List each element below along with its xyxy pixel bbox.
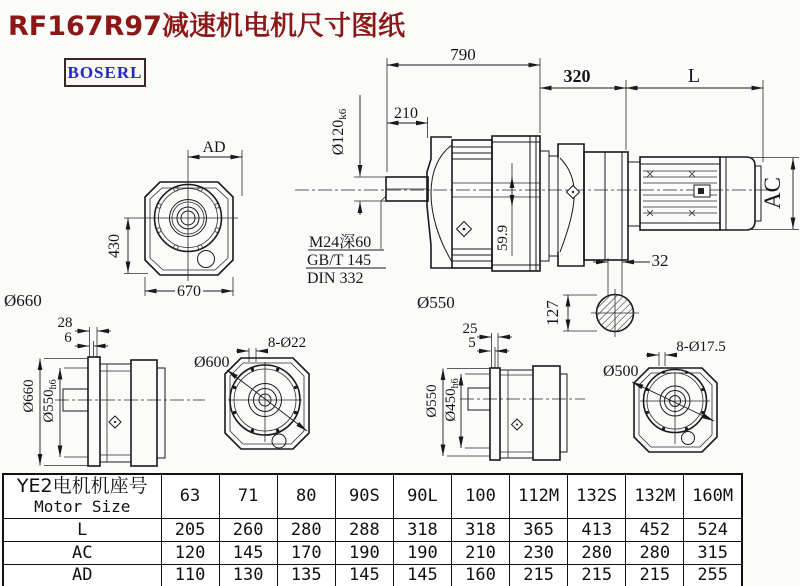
flange-side-view-660 — [21, 315, 205, 466]
dim-holes-22: 8-Ø22 — [267, 335, 307, 351]
label-d550: Ø550 — [417, 293, 455, 312]
drain-plug-icon — [109, 416, 121, 428]
col-header: 160M — [684, 474, 742, 518]
value-cell: 210 — [451, 541, 509, 564]
value-cell: 452 — [626, 518, 684, 541]
value-cell: 190 — [335, 541, 393, 564]
row-label: L — [3, 518, 161, 541]
table-row-L — [3, 518, 742, 541]
drain-plug-icon — [457, 222, 472, 237]
drain-boss — [272, 434, 286, 448]
col-header: 80 — [277, 474, 335, 518]
value-cell: 230 — [510, 541, 568, 564]
table-row-AC — [3, 541, 742, 564]
dim-550h6: Ø550h6 — [41, 379, 59, 423]
shaft-section-view — [543, 251, 669, 337]
dim-320: 320 — [563, 66, 591, 86]
value-cell: 260 — [219, 518, 277, 541]
dim-790: 790 — [450, 45, 476, 64]
col-header: 90L — [393, 474, 451, 518]
value-cell: 365 — [510, 518, 568, 541]
screw-marks — [647, 171, 695, 216]
value-cell: 215 — [510, 564, 568, 586]
dim-670: 670 — [177, 283, 201, 300]
row-label: AC — [3, 541, 161, 564]
motor-size-table — [2, 473, 743, 586]
drain-plug-icon — [567, 186, 580, 199]
value-cell: 288 — [335, 518, 393, 541]
gearmotor-side-view — [295, 45, 799, 312]
note-gbt: GB/T 145 — [307, 252, 372, 269]
value-cell: 130 — [219, 564, 277, 586]
value-cell: 280 — [277, 518, 335, 541]
dim-5: 5 — [468, 335, 476, 351]
dim-450h6: Ø450h6 — [443, 378, 461, 422]
value-cell: 215 — [626, 564, 684, 586]
table-row-AD — [3, 564, 742, 586]
drain-plug-icon — [512, 419, 523, 430]
value-cell: 280 — [626, 541, 684, 564]
col-header: 63 — [161, 474, 219, 518]
dim-127: 127 — [543, 300, 562, 326]
dim-holes-17.5: 8-Ø17.5 — [676, 339, 726, 355]
brand-logo-text: BOSERL — [67, 62, 143, 82]
value-cell: 413 — [568, 518, 626, 541]
value-cell: 145 — [219, 541, 277, 564]
drain-boss — [682, 432, 695, 445]
dim-AD: AD — [202, 139, 226, 156]
value-cell: 190 — [393, 541, 451, 564]
value-cell: 120 — [161, 541, 219, 564]
value-cell: 318 — [393, 518, 451, 541]
gearbox-front-view — [4, 139, 242, 310]
value-cell: 145 — [335, 564, 393, 586]
dim-600: Ø600 — [194, 354, 230, 371]
page-title: RF167R97减速机电机尺寸图纸 — [8, 11, 405, 42]
value-cell: 110 — [161, 564, 219, 586]
row-label: AD — [3, 564, 161, 586]
col-header: 112M — [510, 474, 568, 518]
value-cell: 160 — [451, 564, 509, 586]
drain-boss — [198, 251, 215, 268]
dim-25: 25 — [462, 321, 478, 337]
dim-6: 6 — [64, 330, 72, 346]
flange-front-view-600 — [194, 335, 309, 449]
dim-AC: AC — [760, 177, 785, 209]
dim-L: L — [687, 65, 701, 87]
value-cell: 215 — [568, 564, 626, 586]
dim-32: 32 — [651, 251, 669, 270]
motor-size-header — [3, 474, 161, 518]
dim-59.9: 59.9 — [495, 224, 511, 252]
dim-210: 210 — [394, 105, 418, 122]
col-header: 132S — [568, 474, 626, 518]
table-header-row — [3, 474, 742, 518]
col-header: 100 — [451, 474, 509, 518]
col-header: 71 — [219, 474, 277, 518]
value-cell: 318 — [451, 518, 509, 541]
value-cell: 170 — [277, 541, 335, 564]
col-header: 132M — [626, 474, 684, 518]
dim-500: Ø500 — [603, 363, 639, 380]
dim-28: 28 — [57, 315, 73, 331]
dim-430: 430 — [106, 234, 123, 258]
value-cell: 280 — [568, 541, 626, 564]
flange-front-view-500 — [603, 339, 726, 452]
flange-side-view-550 — [424, 321, 585, 460]
dim-550: Ø550 — [424, 384, 440, 418]
motor-size-header-cn: YE2电机机座号 — [16, 475, 148, 498]
note-din: DIN 332 — [307, 270, 364, 287]
value-cell: 255 — [684, 564, 742, 586]
dim-660: Ø660 — [21, 379, 37, 413]
col-header: 90S — [335, 474, 393, 518]
value-cell: 135 — [277, 564, 335, 586]
value-cell: 524 — [684, 518, 742, 541]
value-cell: 205 — [161, 518, 219, 541]
value-cell: 315 — [684, 541, 742, 564]
value-cell: 145 — [393, 564, 451, 586]
dim-shaft-dia: Ø120k6 — [330, 108, 349, 156]
label-d660: Ø660 — [4, 291, 42, 310]
motor-size-header-en: Motor Size — [34, 497, 131, 517]
terminal-box-inner — [698, 188, 704, 194]
note-key: M24深60 — [309, 234, 372, 251]
